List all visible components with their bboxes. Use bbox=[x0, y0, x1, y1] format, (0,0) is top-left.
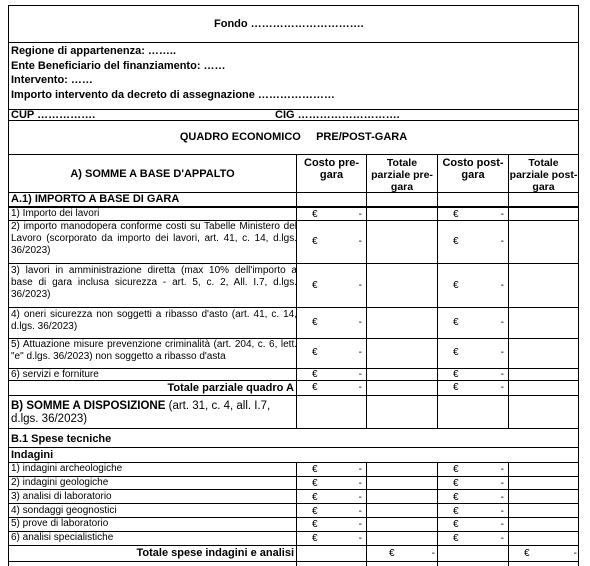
beneficiary-field: Ente Beneficiario del finanziamento: …… bbox=[11, 60, 226, 72]
a1-row-6-description: 6) servizi e forniture bbox=[11, 369, 99, 380]
a1-row-1-pre-cost-value: - bbox=[358, 209, 362, 220]
a1-row-4-post-cost-currency: € bbox=[453, 317, 459, 328]
section-b-title-reference: (art. 31, c. 4, all. I.7, d.lgs. 36/2023) bbox=[11, 400, 271, 425]
b-row-2-post-cost-value: - bbox=[500, 478, 504, 489]
a1-row-1-description: 1) Importo dei lavori bbox=[11, 208, 100, 219]
b-row-5-post-cost-value: - bbox=[500, 519, 504, 530]
b-row-4-pre-cost-value: - bbox=[358, 506, 362, 517]
section-b-title bbox=[11, 400, 294, 426]
b-row-5-description: 5) prove di laboratorio bbox=[11, 518, 109, 529]
cup-field: CUP ……………. bbox=[11, 109, 96, 121]
a1-row-4-pre-cost-value: - bbox=[358, 317, 362, 328]
b-row-6-description: 6) analisi specialistiche bbox=[11, 532, 114, 543]
economic-framework-sheet bbox=[8, 5, 579, 566]
b-row-2-post-cost-currency: € bbox=[453, 478, 459, 489]
a1-row-5-post-cost-currency: € bbox=[453, 347, 459, 358]
b-row-4-pre-cost-currency: € bbox=[312, 506, 318, 517]
a1-row-6-pre-cost-value: - bbox=[358, 369, 362, 380]
a1-row-5-post-cost-value: - bbox=[500, 347, 504, 358]
indagini-total-pre-currency: € bbox=[389, 548, 395, 559]
b-row-2-pre-cost-currency: € bbox=[312, 478, 318, 489]
a1-row-5-pre-cost-currency: € bbox=[312, 347, 318, 358]
a1-row-2-post-cost-value: - bbox=[500, 236, 504, 247]
section-a-total-label: Totale parziale quadro A bbox=[167, 382, 294, 394]
a1-row-6-pre-cost-currency: € bbox=[312, 369, 318, 380]
a1-row-2-post-cost-currency: € bbox=[453, 236, 459, 247]
b-row-3-post-cost-value: - bbox=[500, 492, 504, 503]
b-row-3-pre-cost-currency: € bbox=[312, 492, 318, 503]
section-a-header: A) SOMME A BASE D'APPALTO bbox=[70, 168, 235, 180]
indagini-total-post-currency: € bbox=[524, 548, 530, 559]
b-row-6-post-cost-value: - bbox=[500, 533, 504, 544]
a1-row-3-description: 3) lavori in amministrazione diretta (max 10% dell'importo a base di gara inclusa sicurezza - art. 5, c. 2, All. I.7, d.lgs. 36/2023) bbox=[11, 265, 297, 300]
b-row-1-post-cost-currency: € bbox=[453, 464, 459, 475]
a1-row-3-post-cost-value: - bbox=[500, 280, 504, 291]
b-row-3-description: 3) analisi di laboratorio bbox=[11, 491, 112, 502]
b-row-4-description: 4) sondaggi geognostici bbox=[11, 505, 117, 516]
a1-row-2-description: 2) importo manodopera conforme costi su Tabelle Ministero del Lavoro (scorporato da importo dei lavori, art. 41, c. 14, d.lgs. 36/2023) bbox=[11, 221, 297, 256]
intervention-field: Intervento: …… bbox=[11, 74, 93, 86]
indagini-total-post-value: - bbox=[573, 548, 577, 559]
post-tender-cost-header: Costo post-gara bbox=[442, 157, 504, 181]
a1-row-4-post-cost-value: - bbox=[500, 317, 504, 328]
a1-row-1-post-cost-value: - bbox=[500, 209, 504, 220]
b-row-2-description: 2) indagini geologiche bbox=[11, 477, 109, 488]
a1-row-6-post-cost-value: - bbox=[500, 369, 504, 380]
a1-row-3-post-cost-currency: € bbox=[453, 280, 459, 291]
section-b-title-bold: B) SOMME A DISPOSIZIONE bbox=[11, 400, 166, 412]
a1-row-5-description: 5) Attuazione misure prevenzione criminalità (art. 204, c. 6, lett. "e" d.lgs. 36/2023) non soggetto a ribasso d'asta bbox=[11, 339, 297, 362]
region-field: Regione di appartenenza: …….. bbox=[11, 45, 177, 57]
cig-field: CIG ………………………. bbox=[275, 109, 400, 121]
b-row-5-post-cost-currency: € bbox=[453, 519, 459, 530]
a1-row-2-pre-cost-currency: € bbox=[312, 236, 318, 247]
economic-framework-title: QUADRO ECONOMICO PRE/POST-GARA bbox=[179, 131, 408, 143]
a1-row-5-pre-cost-value: - bbox=[358, 347, 362, 358]
b-row-3-post-cost-currency: € bbox=[453, 492, 459, 503]
a1-row-4-pre-cost-currency: € bbox=[312, 317, 318, 328]
a1-row-4-description: 4) oneri sicurezza non soggetti a ribasso d'asto (art. 41, c. 14, d.lgs. 36/2023) bbox=[11, 309, 297, 332]
a1-row-2-pre-cost-value: - bbox=[358, 236, 362, 247]
pre-tender-partial-total-header: Totale parziale pre-gara bbox=[371, 157, 433, 193]
b-row-5-pre-cost-value: - bbox=[358, 519, 362, 530]
section-a1-title: A.1) IMPORTO A BASE DI GARA bbox=[11, 193, 180, 205]
a1-row-3-pre-cost-value: - bbox=[358, 280, 362, 291]
a1-row-3-pre-cost-currency: € bbox=[312, 280, 318, 291]
post-tender-partial-total-header: Totale parziale post-gara bbox=[509, 157, 578, 193]
indagini-total-label: Totale spese indagini e analisi bbox=[136, 547, 294, 559]
a1-row-1-post-cost-currency: € bbox=[453, 209, 459, 220]
b-row-6-post-cost-currency: € bbox=[453, 533, 459, 544]
b-row-1-post-cost-value: - bbox=[500, 464, 504, 475]
b-row-1-description: 1) indagini archeologiche bbox=[11, 463, 123, 474]
b-row-4-post-cost-currency: € bbox=[453, 506, 459, 517]
section-b1-title: B.1 Spese tecniche bbox=[11, 433, 112, 445]
section-a-total-post-currency: € bbox=[453, 382, 459, 393]
indagini-total-pre-value: - bbox=[431, 548, 435, 559]
b-row-4-post-cost-value: - bbox=[500, 506, 504, 517]
amount-field: Importo intervento da decreto di assegnazione ………………… bbox=[11, 89, 335, 101]
section-a-total-pre-currency: € bbox=[312, 382, 318, 393]
b-row-3-pre-cost-value: - bbox=[358, 492, 362, 503]
a1-row-1-pre-cost-currency: € bbox=[312, 209, 318, 220]
b-row-1-pre-cost-currency: € bbox=[312, 464, 318, 475]
b-row-6-pre-cost-value: - bbox=[358, 533, 362, 544]
b-row-6-pre-cost-currency: € bbox=[312, 533, 318, 544]
b-row-1-pre-cost-value: - bbox=[358, 464, 362, 475]
indagini-title: Indagini bbox=[11, 449, 54, 461]
b-row-5-pre-cost-currency: € bbox=[312, 519, 318, 530]
section-a-total-pre-value: - bbox=[358, 382, 362, 393]
a1-row-6-post-cost-currency: € bbox=[453, 369, 459, 380]
pre-tender-cost-header: Costo pre-gara bbox=[304, 157, 359, 181]
section-a-total-post-value: - bbox=[500, 382, 504, 393]
fund-title: Fondo …………………………. bbox=[214, 18, 364, 30]
b-row-2-pre-cost-value: - bbox=[358, 478, 362, 489]
